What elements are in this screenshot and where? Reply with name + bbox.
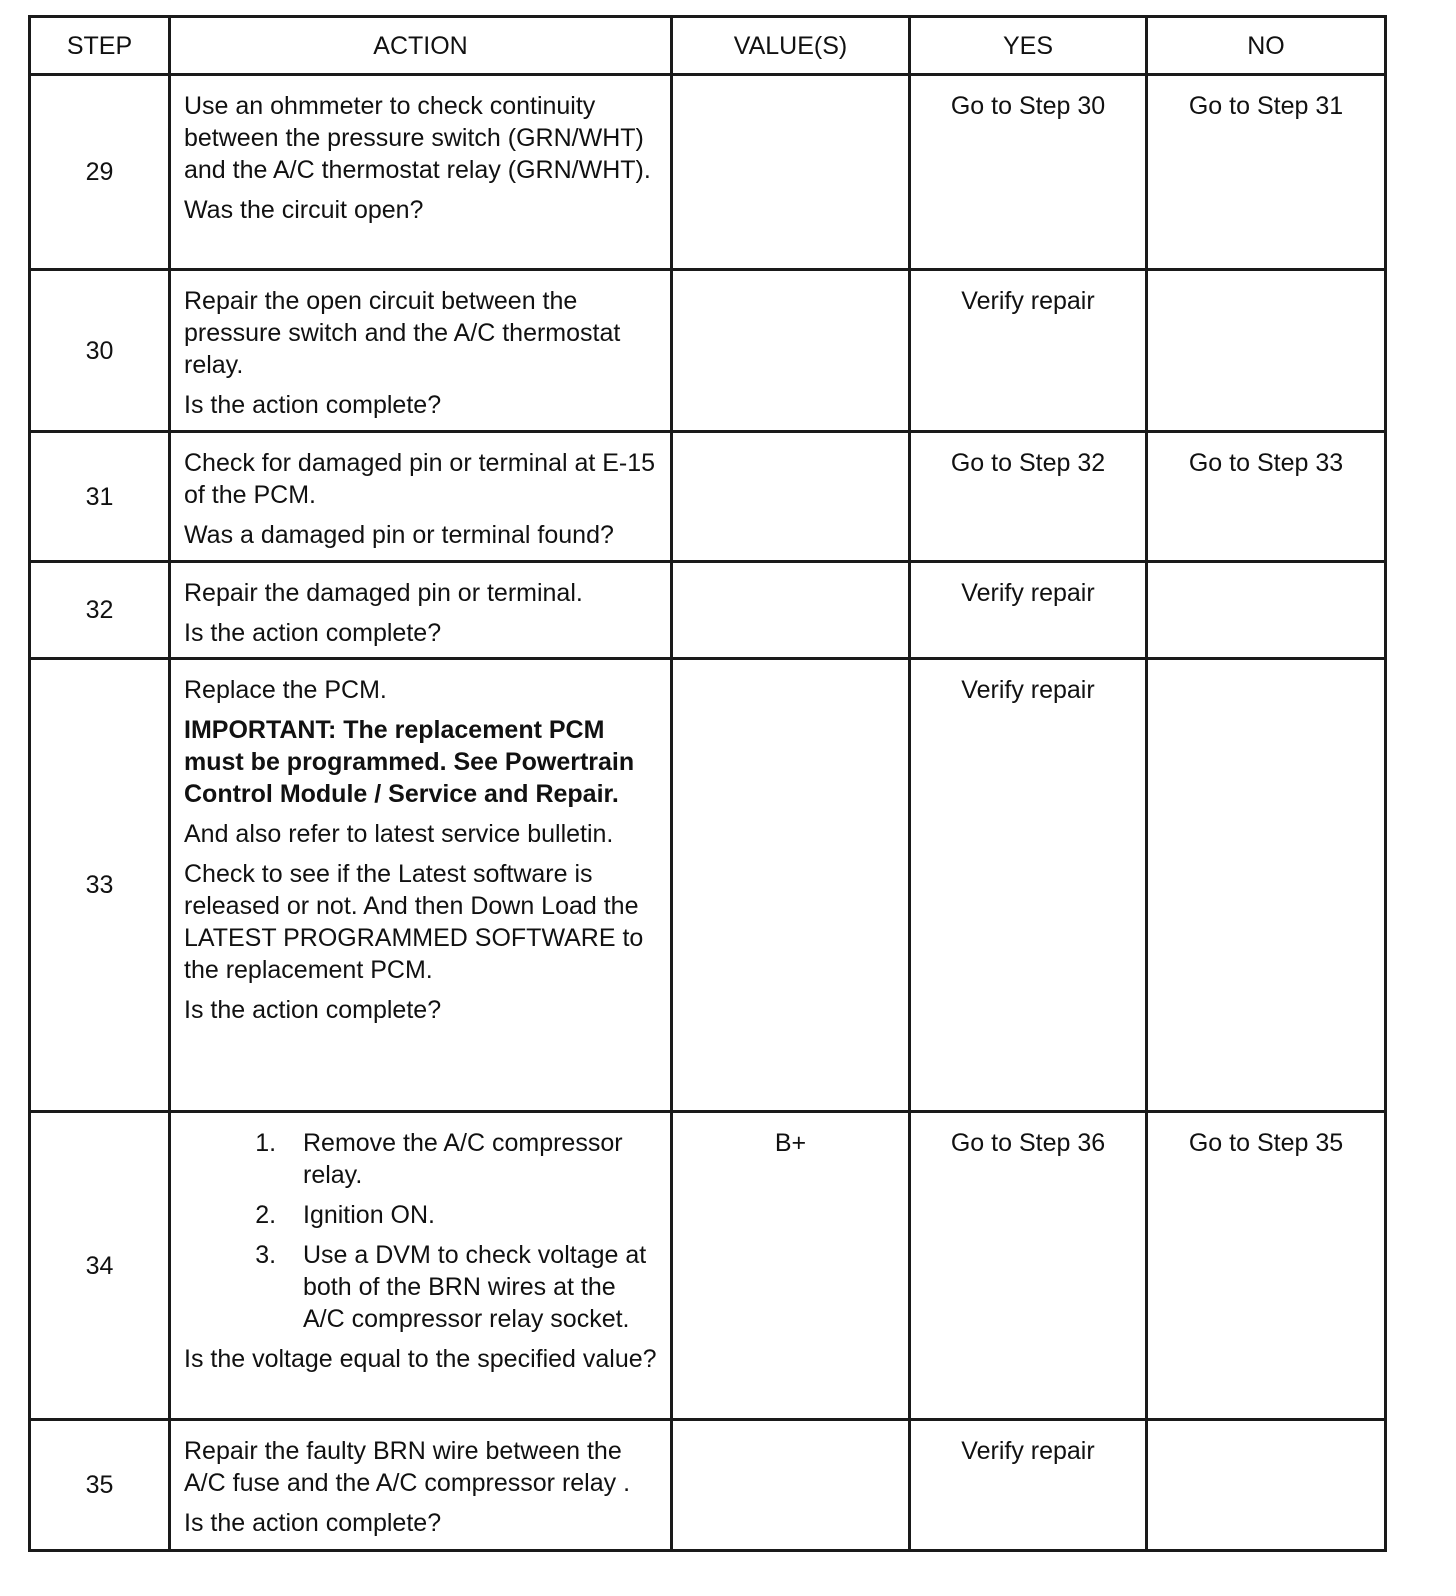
action-text: Repair the faulty BRN wire between the A/C fuse and the A/C compressor relay . bbox=[184, 1437, 631, 1497]
action-cell bbox=[170, 75, 672, 270]
diagnostic-table bbox=[28, 15, 1387, 1552]
yes-cell: Verify repair bbox=[910, 1420, 1147, 1551]
no-cell: Go to Step 33 bbox=[1147, 432, 1386, 562]
action-question: Was the circuit open? bbox=[184, 196, 424, 224]
no-cell bbox=[1147, 562, 1386, 659]
header-action: ACTION bbox=[170, 17, 672, 75]
action-text: Repair the open circuit between the pressure switch and the A/C thermostat relay. bbox=[184, 287, 621, 379]
value-cell bbox=[672, 432, 910, 562]
table-row-step-29 bbox=[30, 75, 1386, 270]
action-cell bbox=[170, 562, 672, 659]
table-row-step-33 bbox=[30, 659, 1386, 1112]
no-cell bbox=[1147, 659, 1386, 1112]
value-cell: B+ bbox=[672, 1112, 910, 1420]
value-cell bbox=[672, 562, 910, 659]
no-cell bbox=[1147, 270, 1386, 432]
step-number: 32 bbox=[30, 562, 170, 659]
no-cell: Go to Step 35 bbox=[1147, 1112, 1386, 1420]
table-row-step-34 bbox=[30, 1112, 1386, 1420]
table-row-step-30 bbox=[30, 270, 1386, 432]
yes-cell: Go to Step 32 bbox=[910, 432, 1147, 562]
table-row-step-31 bbox=[30, 432, 1386, 562]
step-number: 29 bbox=[30, 75, 170, 270]
action-cell bbox=[170, 270, 672, 432]
action-question: Is the action complete? bbox=[184, 391, 442, 419]
yes-cell: Go to Step 30 bbox=[910, 75, 1147, 270]
action-text: Use an ohmmeter to check continuity between the pressure switch (GRN/WHT) and the A/C thermostat relay (GRN/WHT). bbox=[184, 92, 651, 184]
step-number: 35 bbox=[30, 1420, 170, 1551]
list-item: 1. Remove the A/C compressor relay. bbox=[283, 1127, 658, 1191]
header-row bbox=[30, 17, 1386, 75]
action-text: Check for damaged pin or terminal at E-15 of the PCM. bbox=[184, 449, 656, 509]
no-cell bbox=[1147, 1420, 1386, 1551]
action-cell bbox=[170, 1112, 672, 1420]
action-list bbox=[184, 1127, 658, 1335]
table-row-step-32 bbox=[30, 562, 1386, 659]
table-row-step-35 bbox=[30, 1420, 1386, 1551]
action-question: Was a damaged pin or terminal found? bbox=[184, 521, 614, 549]
yes-cell: Verify repair bbox=[910, 659, 1147, 1112]
action-text: And also refer to latest service bulletin. bbox=[184, 820, 614, 848]
action-cell bbox=[170, 432, 672, 562]
value-cell bbox=[672, 270, 910, 432]
no-cell: Go to Step 31 bbox=[1147, 75, 1386, 270]
action-cell bbox=[170, 659, 672, 1112]
header-yes: YES bbox=[910, 17, 1147, 75]
action-text: Replace the PCM. bbox=[184, 676, 387, 704]
header-step: STEP bbox=[30, 17, 170, 75]
step-number: 30 bbox=[30, 270, 170, 432]
action-question: Is the action complete? bbox=[184, 996, 442, 1024]
value-cell bbox=[672, 659, 910, 1112]
list-item: 2. Ignition ON. bbox=[283, 1199, 658, 1231]
header-no: NO bbox=[1147, 17, 1386, 75]
value-cell bbox=[672, 1420, 910, 1551]
action-text: Repair the damaged pin or terminal. bbox=[184, 579, 583, 607]
action-text: Check to see if the Latest software is released or not. And then Down Load the LATEST PROGRAMMED SOFTWARE to the replacement PCM. bbox=[184, 860, 644, 984]
step-number: 31 bbox=[30, 432, 170, 562]
step-number: 33 bbox=[30, 659, 170, 1112]
action-cell bbox=[170, 1420, 672, 1551]
header-values: VALUE(S) bbox=[672, 17, 910, 75]
important-note: IMPORTANT: The replacement PCM must be programmed. See Powertrain Control Module / Service and Repair. bbox=[184, 716, 635, 808]
yes-cell: Verify repair bbox=[910, 270, 1147, 432]
action-question: Is the action complete? bbox=[184, 619, 442, 647]
action-question: Is the voltage equal to the specified value? bbox=[184, 1345, 657, 1373]
value-cell bbox=[672, 75, 910, 270]
yes-cell: Go to Step 36 bbox=[910, 1112, 1147, 1420]
action-question: Is the action complete? bbox=[184, 1509, 442, 1537]
list-item: 3. Use a DVM to check voltage at both of the BRN wires at the A/C compressor relay socket. bbox=[283, 1239, 658, 1335]
step-number: 34 bbox=[30, 1112, 170, 1420]
yes-cell: Verify repair bbox=[910, 562, 1147, 659]
